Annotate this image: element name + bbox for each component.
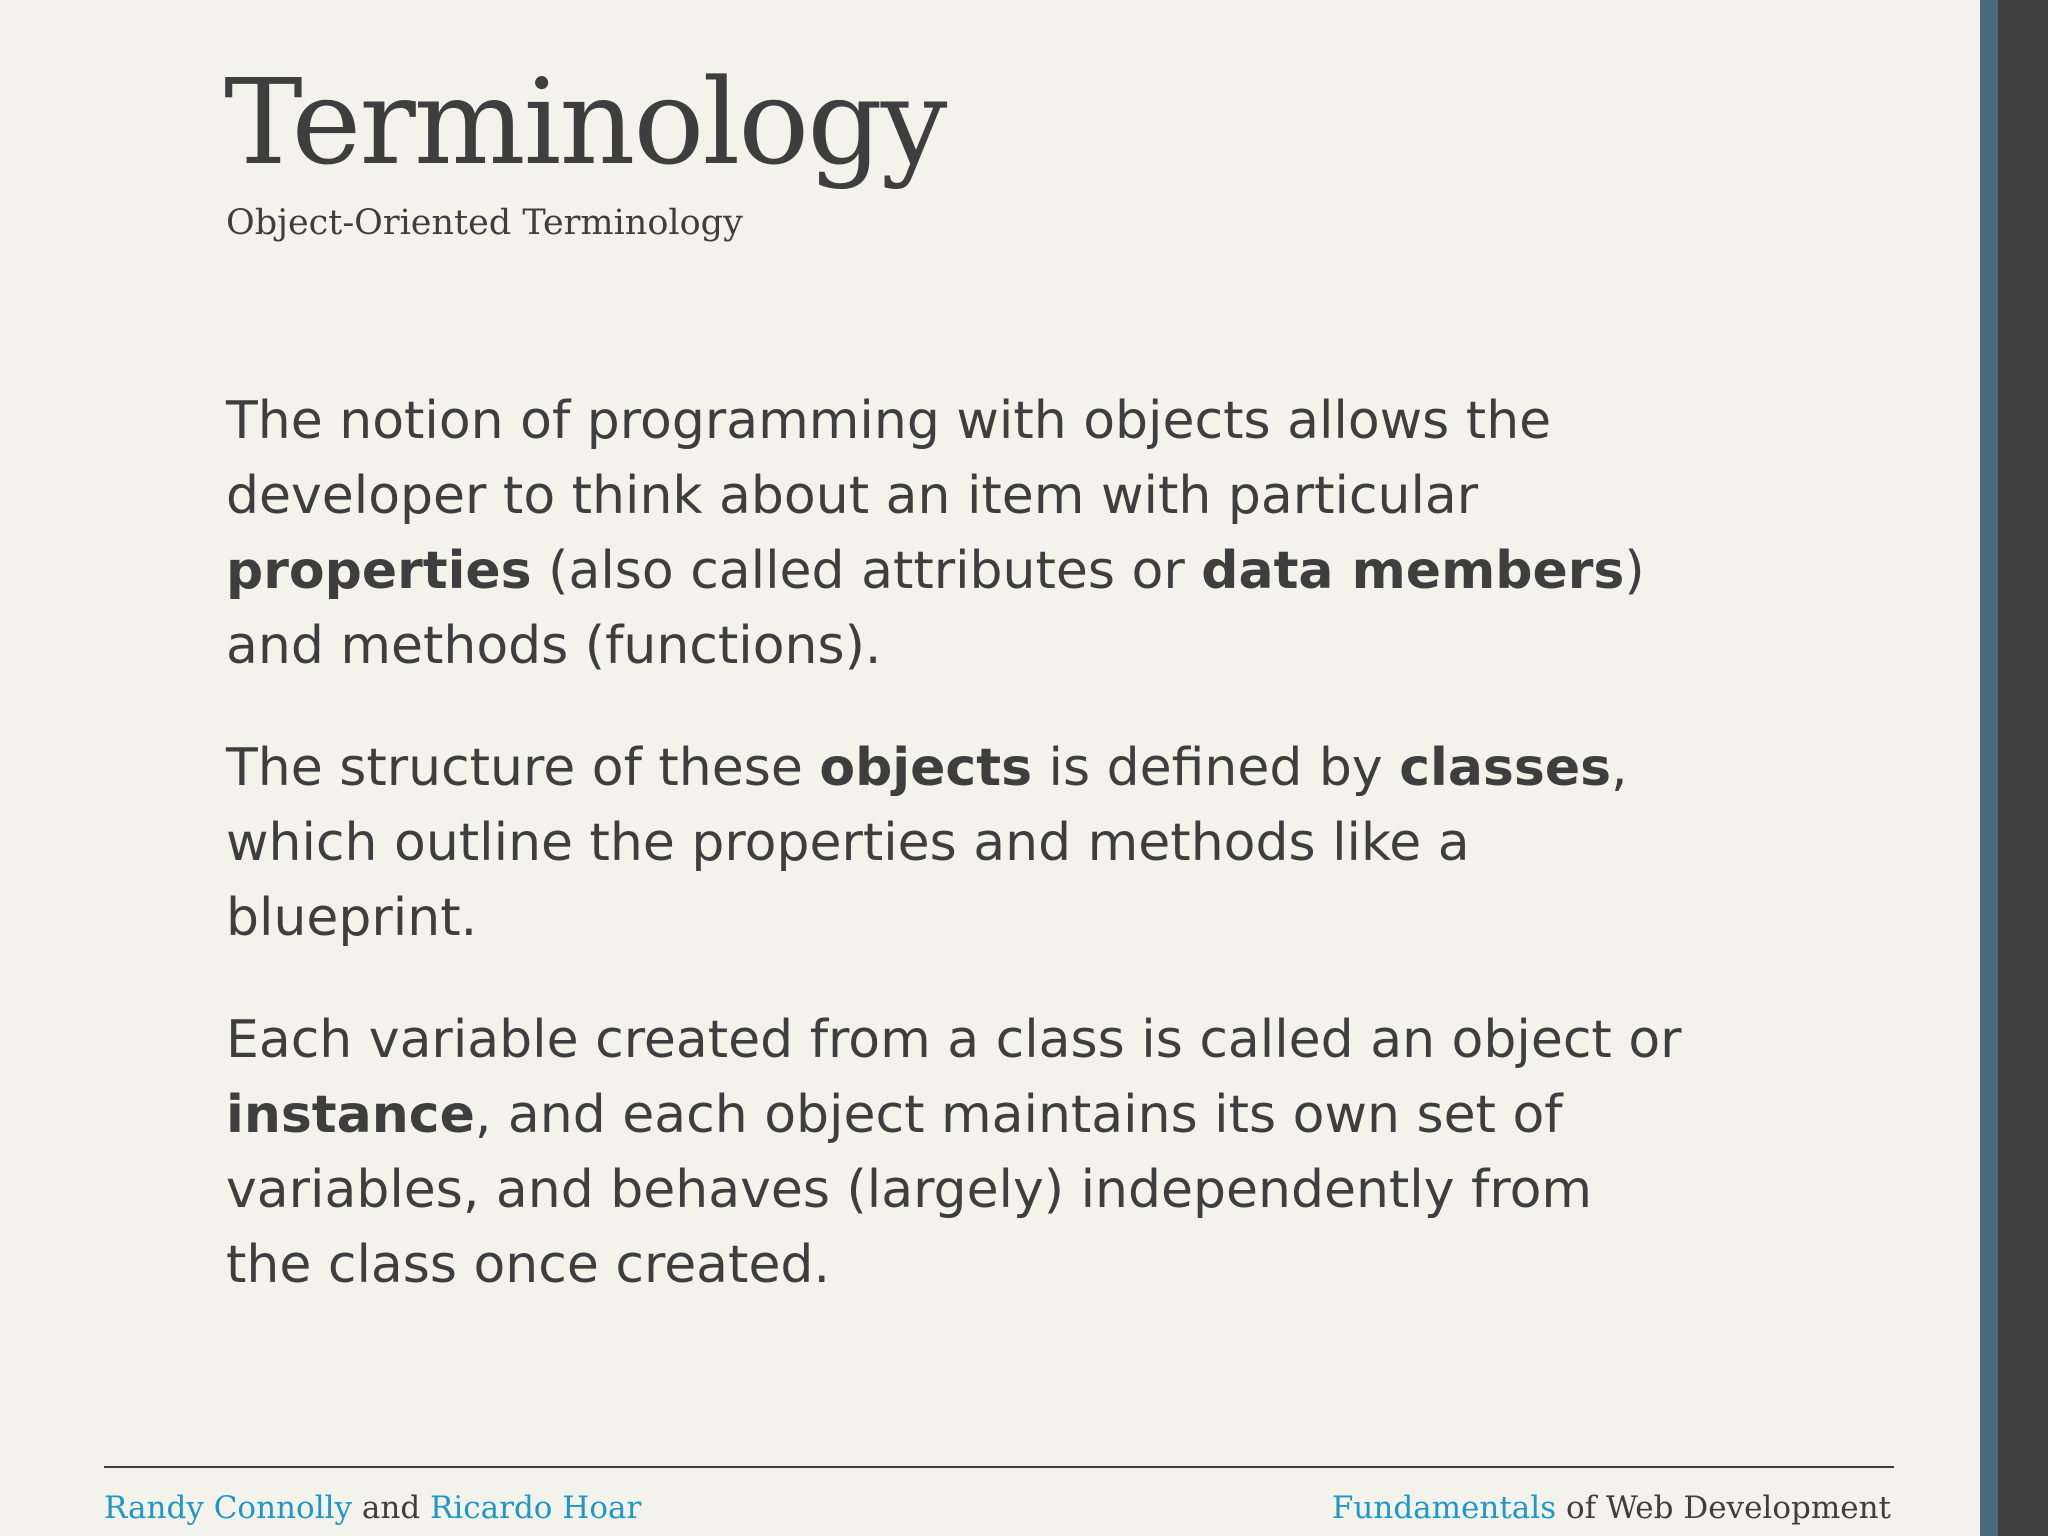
side-accent-bar [1980,0,1998,1536]
term-objects: objects [819,738,1033,798]
footer-divider [104,1466,1894,1468]
author-conjunction: and [352,1490,431,1526]
paragraph-1-text-2: (also called attributes or [531,541,1202,601]
paragraph-instance [226,1003,1686,1303]
paragraph-1-text-3: ) and methods (functions). [226,541,1645,676]
paragraph-1-text-1: The notion of programming with objects allows the developer to think about an item with particular [226,391,1552,526]
side-dark-bar [1998,0,2048,1536]
footer-authors [104,1488,641,1528]
slide-title: Terminology [224,53,946,191]
book-title-rest: of Web Development [1556,1490,1891,1526]
paragraph-2-text-2: is defined by [1032,738,1400,798]
paragraph-2-text-3: , which outline the properties and methods like a blueprint. [226,738,1628,948]
book-title-accent: Fundamentals [1331,1490,1557,1526]
term-properties: properties [226,541,532,601]
term-classes: classes [1399,738,1612,798]
term-data-members: data members [1201,541,1625,601]
paragraph-properties [226,384,1686,684]
paragraph-2-text-1: The structure of these [226,738,820,798]
paragraph-3-text-2: , and each object maintains its own set of variables, and behaves (largely) independently from the class once created. [226,1085,1593,1295]
slide-body [226,384,1686,1350]
term-instance: instance [226,1085,475,1145]
paragraph-classes [226,731,1686,956]
author-name-2: Ricardo Hoar [430,1490,642,1526]
footer-book-title [1332,1488,1891,1528]
slide-subtitle: Object-Oriented Terminology [226,203,743,243]
author-name-1: Randy Connolly [104,1490,353,1526]
paragraph-3-text-1: Each variable created from a class is called an object or [226,1010,1682,1070]
